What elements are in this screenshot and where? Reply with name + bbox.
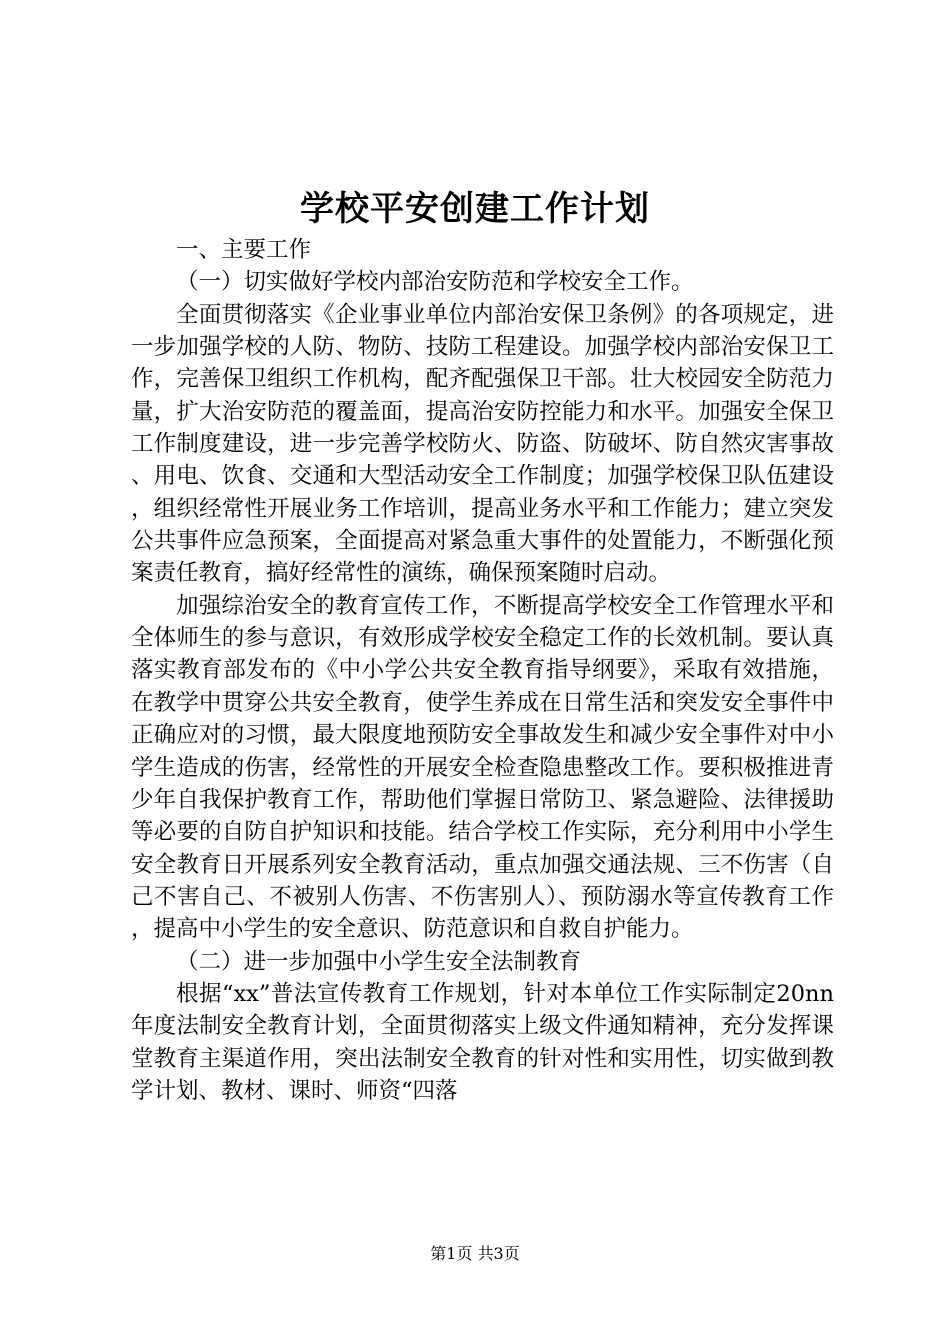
document-title: 学校平安创建工作计划 — [300, 189, 650, 229]
document-body — [131, 234, 834, 1107]
body-paragraph: 根据“xx”普法宣传教育工作规划，针对本单位工作实际制定20nn年度法制安全教育计划，全面贯彻落实上级文件通知精神，充分发挥课堂教育主渠道作用，突出法制安全教育的针对性和实用性，切实做到教学计划、教材、课时、师资“四落 — [131, 980, 834, 1104]
subsection-heading-1: （一）切实做好学校内部治安防范和学校安全工作。 — [176, 269, 694, 296]
body-paragraph: 加强综治安全的教育宣传工作，不断提高学校安全工作管理水平和全体师生的参与意识，有效形成学校安全稳定工作的长效机制。要认真落实教育部发布的《中小学公共安全教育指导纲要》，采取有效措施，在教学中贯穿公共安全教育，使学生养成在日常生活和突发安全事件中正确应对的习惯，最大限度地预防安全事故发生和减少安全事件对中小学生造成的伤害，经常性的开展安全检查隐患整改工作。要积极推进青少年自我保护教育工作，帮助他们掌握日常防卫、紧急避险、法律援助等必要的自防自护知识和技能。结合学校工作实际，充分利用中小学生安全教育日开展系列安全教育活动，重点加强交通法规、三不伤害（自己不害自己、不被别人伤害、不伤害别人）、预防溺水等宣传教育工作，提高中小学生的安全意识、防范意识和自救自护能力。 — [131, 592, 834, 943]
page-footer: 第1页 共3页 — [430, 1244, 520, 1263]
section-heading-main-work: 一、主要工作 — [176, 237, 312, 263]
subsection-heading-2: （二）进一步加强中小学生安全法制教育 — [176, 948, 582, 975]
body-paragraph: 全面贯彻落实《企业事业单位内部治安保卫条例》的各项规定，进一步加强学校的人防、物防、技防工程建设。加强学校内部治安保卫工作，完善保卫组织工作机构，配齐配强保卫干部。壮大校园安全防范力量，扩大治安防范的覆盖面，提高治安防控能力和水平。加强安全保卫工作制度建设，进一步完善学校防火、防盗、防破坏、防自然灾害事故、用电、饮食、交通和大型活动安全工作制度；加强学校保卫队伍建设，组织经常性开展业务工作培训，提高业务水平和工作能力；建立突发公共事件应急预案，全面提高对紧急重大事件的处置能力，不断强化预案责任教育，搞好经常性的演练，确保预案随时启动。 — [131, 301, 834, 587]
